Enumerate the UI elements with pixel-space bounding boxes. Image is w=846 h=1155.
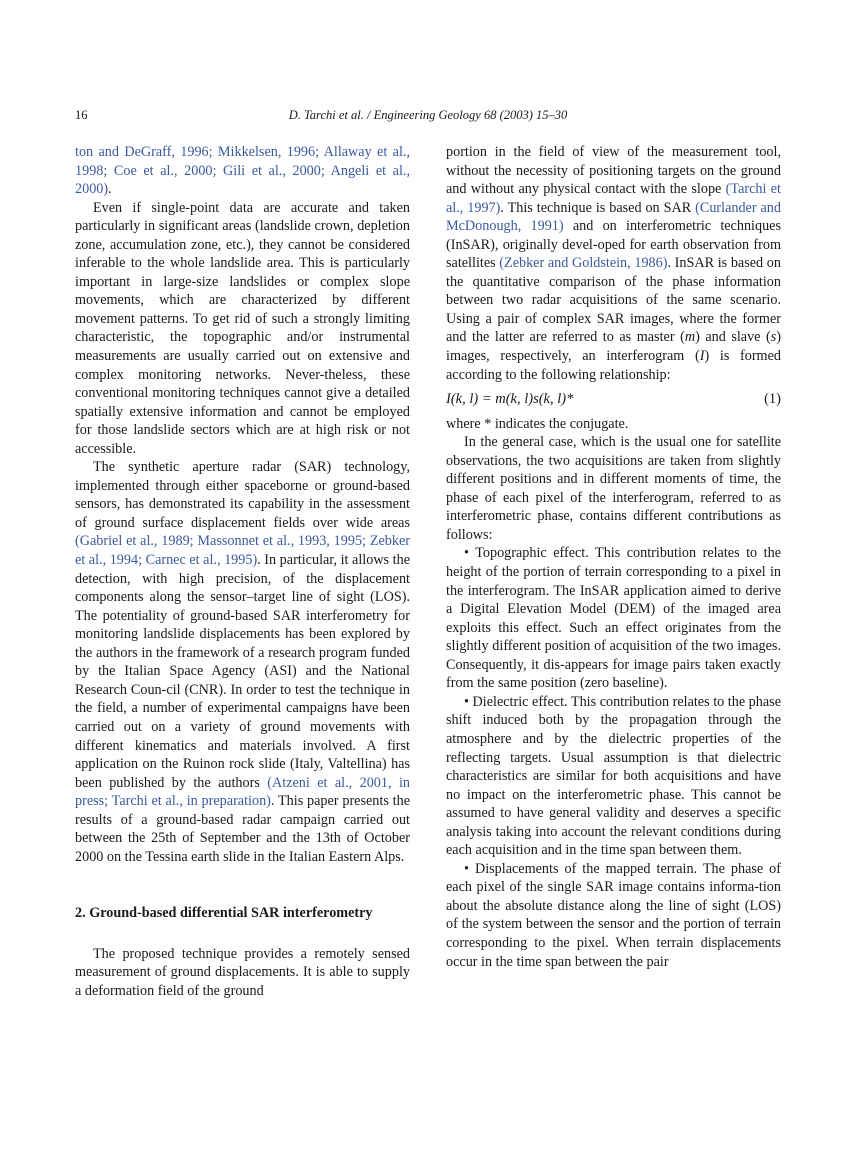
paragraph <box>446 433 781 544</box>
text-run: portion in the field of view of the measurement tool, without the necessity of positioning targets on the ground and without any physical contact with the slope <box>446 144 781 198</box>
text-run: The proposed technique provides a remotely sensed measurement of ground displacements. It is able to supply a deformation field of the ground <box>75 945 410 999</box>
text-run: ) and slave ( <box>695 329 771 346</box>
equation-number: (1) <box>764 391 781 408</box>
text-run: where * indicates the conjugate. <box>446 415 629 432</box>
bullet-item <box>446 544 781 692</box>
text-run: s <box>770 329 777 346</box>
citation-link[interactable]: ton and DeGraff, 1996; Mikkelsen, 1996; Allaway et al., 1998; Coe et al., 2000; Gili et al., 2000; Angeli et al., 2000) <box>75 144 410 198</box>
paragraph <box>75 199 410 459</box>
text-run: . This technique is based on SAR <box>500 199 696 216</box>
text-run: • Displacements of the mapped terrain. The phase of each pixel of the single SAR image contains informa-tion about the absolute distance along the line of sight (LOS) of the system between the sensor and the portion of terrain corresponding to the pixel. When terrain displacements occur in the time span between the pair <box>446 860 781 970</box>
paragraph <box>75 458 410 866</box>
bullet-item <box>446 693 781 860</box>
running-head: D. Tarchi et al. / Engineering Geology 68 (2003) 15–30 <box>288 108 568 122</box>
text-run: I <box>699 348 705 365</box>
page-number: 16 <box>75 108 88 122</box>
citation-link[interactable]: (Curlander and McDonough, 1991) <box>446 199 781 235</box>
paragraph <box>446 415 781 434</box>
equation-body: I(k, l) = m(k, l)s(k, l)* <box>446 391 574 408</box>
citation-link[interactable]: (Gabriel et al., 1989; Massonnet et al., 1993, 1995; Zebker et al., 1994; Carnec et al., 1995) <box>75 533 410 569</box>
text-run: m <box>684 329 696 346</box>
text-run: Even if single-point data are accurate and taken particularly in significant areas (landslide crown, depletion zone, accumulation zone, etc.), they cannot be considered inferable to the whole landslide area. This is particularly important in large-size landslides or complex slope movements, which are characterized by different movement patterns. To get rid of such a strongly limiting characteristic, the topographic and/or instrumental measurements are usually carried out on extensive and complex monitoring networks. Never-theless, these conventional monitoring techniques cannot give a detailed spatially extensive information and cannot be employed for those landslide sectors which are at high risk or not accessible. <box>75 199 410 457</box>
section-title: 2. Ground-based differential SAR interferometry <box>75 905 373 922</box>
paragraph <box>75 945 410 1001</box>
text-run: ) is formed according to the following relationship: <box>446 348 781 383</box>
paragraph <box>75 143 410 199</box>
text-run: • Topographic effect. This contribution relates to the height of the portion of terrain corresponding to a pixel in the interferogram. The InSAR application aimed to derive a Digital Elevation Model (DEM) of the imaged area exploits this effect. Such an effect originates from the slightly different position of acquisition of the two images. Consequently, it dis-appears for image pairs taken exactly from the same position (zero baseline). <box>446 545 781 692</box>
citation-link[interactable]: (Atzeni et al., 2001, in press; Tarchi et al., in preparation) <box>75 774 410 810</box>
text-run: . In particular, it allows the detection, with high precision, of the displacement components along the sensor–target line of sight (LOS). The potentiality of ground-based SAR interferometry for monitoring landslide displacements has been explored by the authors in the framework of a research program funded by the Italian Space Agency (ASI) and the National Research Coun-cil (CNR). In order to test the technique in the field, a number of experimental campaigns have been carried out on a variety of ground movements with different kinematics and materials involved. A first application on the Ruinon rock slide (Italy, Valtellina) has been published by the authors <box>75 552 410 791</box>
right-column <box>446 143 781 971</box>
equation <box>446 390 781 409</box>
page-header <box>75 108 781 126</box>
text-run: . InSAR is based on the quantitative comparison of the phase information between two radar acquisitions of the same scenario. Using a pair of complex SAR images, where the former and the latter are referred to as master ( <box>446 255 781 346</box>
text-run: . This paper presents the results of a ground-based radar campaign carried out between the 25th of September and the 13th of October 2000 on the Tessina earth slide in the Italian Eastern Alps. <box>75 793 410 865</box>
bullet-item <box>446 860 781 971</box>
text-run: and on interferometric techniques (InSAR), originally devel-oped for earth observation from satellites <box>446 218 781 272</box>
left-column <box>75 143 410 1001</box>
text-run: • Dielectric effect. This contribution relates to the phase shift induced both by the propagation through the atmosphere and by the dielectric properties of the reflecting targets. Usual assumption is that dielectric characteristics are similar for both acquisitions and have no impact on the interferometric phase. This cannot be assumed to have general validity and deserves a specific analysis taking into account the relevant conditions during each acquisition and in the time span between them. <box>446 693 781 859</box>
text-run: The synthetic aperture radar (SAR) technology, implemented through either spaceborne or ground-based sensors, has demonstrated its capability in the assessment of ground surface displacement fields over wide areas <box>75 459 410 531</box>
text-run: . <box>108 181 112 198</box>
paragraph <box>446 143 781 384</box>
citation-link[interactable]: (Tarchi et al., 1997) <box>446 181 781 216</box>
text-run: ) images, respectively, an interferogram ( <box>446 329 782 365</box>
text-run: In the general case, which is the usual one for satellite observations, the two acquisitions are taken from slightly different positions and in different moments of time, the phase of each pixel of the interferogram, referred to as interferometric phase, contains different contributions as follows: <box>446 434 781 543</box>
citation-link[interactable]: (Zebker and Goldstein, 1986) <box>499 255 668 272</box>
